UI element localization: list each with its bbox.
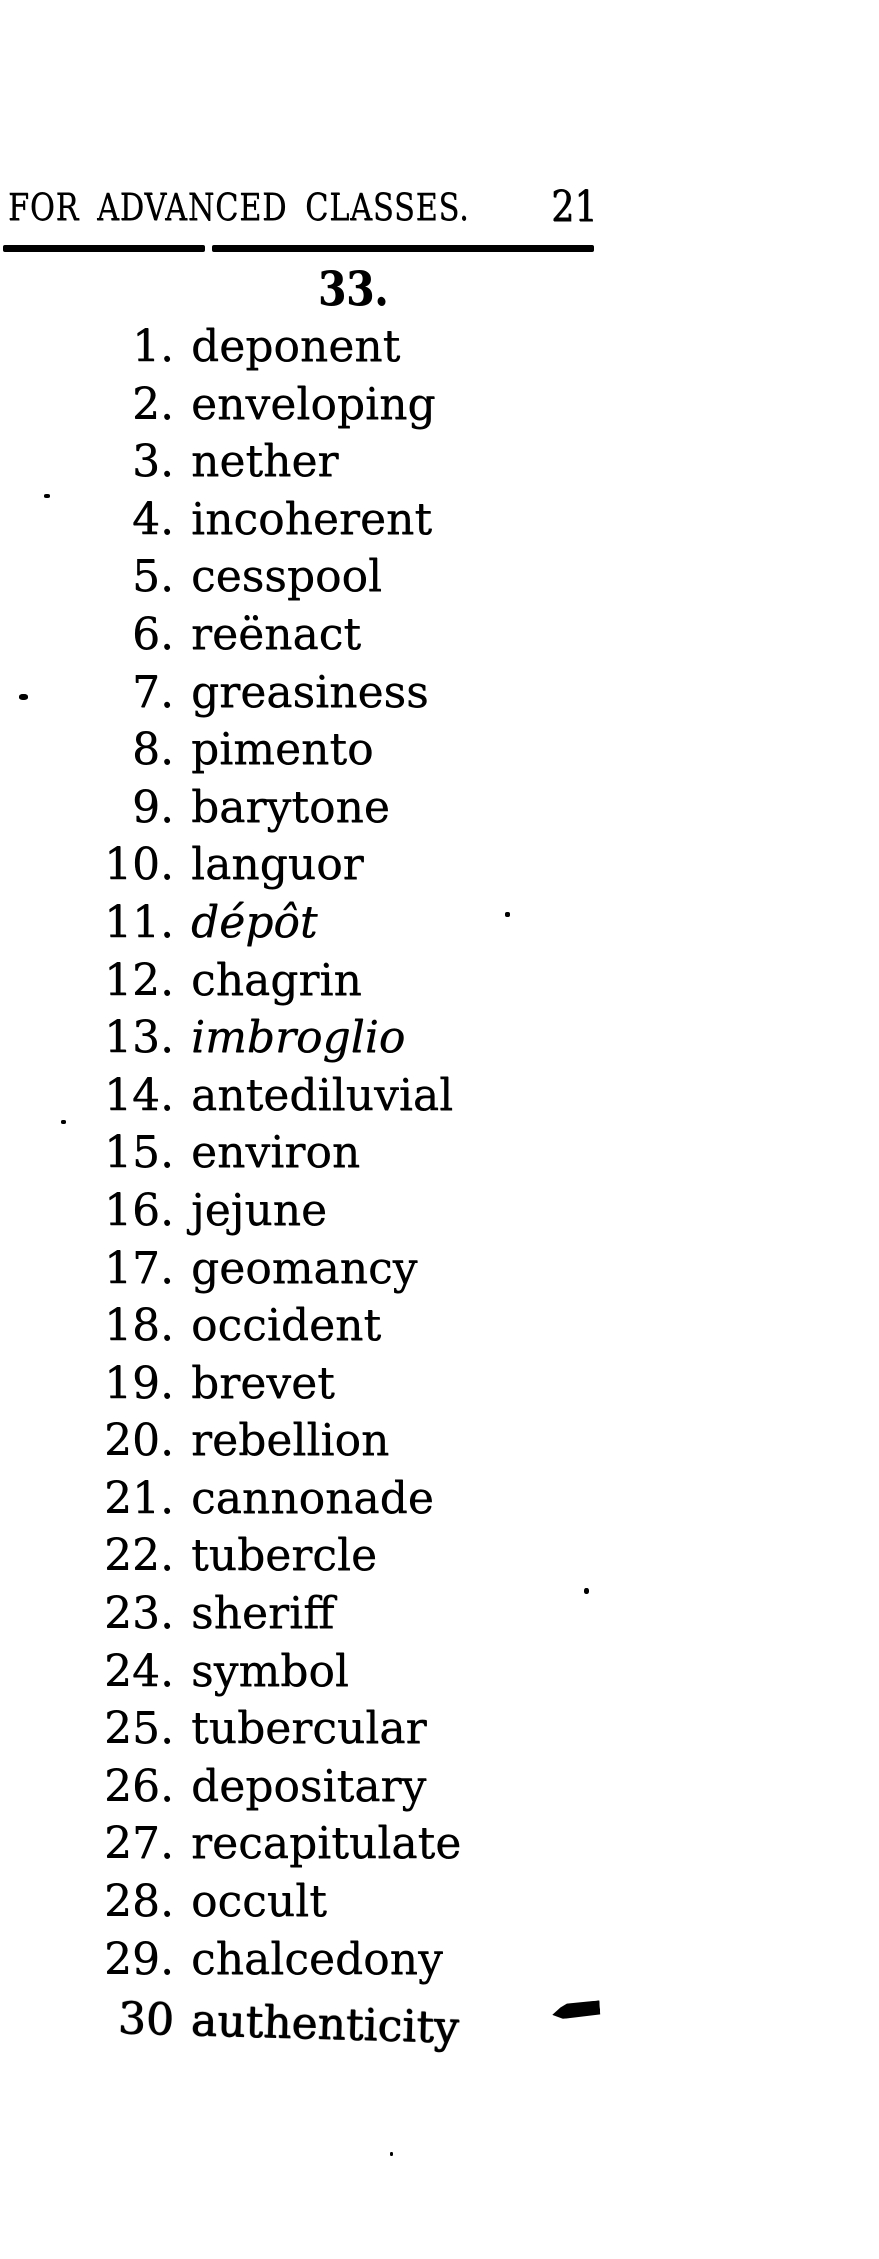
header-rule-left bbox=[3, 245, 205, 252]
item-word: occident bbox=[191, 1300, 382, 1352]
list-item bbox=[0, 548, 680, 606]
list-item bbox=[0, 721, 680, 779]
item-number: 9. bbox=[132, 781, 174, 833]
item-number: 15. bbox=[104, 1127, 174, 1179]
item-number: 16. bbox=[104, 1184, 174, 1236]
item-word: antediluvial bbox=[191, 1069, 454, 1121]
item-number: 2. bbox=[132, 378, 174, 430]
list-item bbox=[0, 1585, 680, 1643]
list-item bbox=[0, 1412, 680, 1470]
item-word: depositary bbox=[191, 1760, 427, 1812]
list-item bbox=[0, 836, 680, 894]
list-item bbox=[0, 1815, 680, 1873]
ink-speck bbox=[61, 1120, 66, 1124]
item-number: 18. bbox=[104, 1300, 174, 1352]
list-item bbox=[0, 779, 680, 837]
item-number: 11. bbox=[104, 896, 174, 948]
item-word: imbroglio bbox=[191, 1012, 406, 1064]
item-word: symbol bbox=[191, 1645, 349, 1697]
page-number: 21 bbox=[551, 182, 598, 232]
list-item bbox=[0, 1067, 680, 1125]
list-item bbox=[0, 894, 680, 952]
item-number: 13. bbox=[104, 1012, 174, 1064]
ink-speck bbox=[44, 494, 50, 498]
item-number: 12. bbox=[104, 954, 174, 1006]
list-item bbox=[0, 1758, 680, 1816]
item-number: 28. bbox=[104, 1876, 174, 1928]
list-item bbox=[0, 1931, 680, 1989]
item-word: rebellion bbox=[191, 1415, 390, 1467]
item-word: reënact bbox=[191, 608, 362, 660]
list-item bbox=[0, 1987, 681, 2064]
item-number: 10. bbox=[104, 839, 174, 891]
item-number: 5. bbox=[132, 551, 174, 603]
item-word: cannonade bbox=[191, 1472, 434, 1524]
item-number: 3. bbox=[132, 436, 174, 488]
running-title: FOR ADVANCED CLASSES. bbox=[8, 186, 470, 229]
item-word: dépôt bbox=[191, 896, 318, 948]
item-word: tubercle bbox=[191, 1530, 378, 1582]
ink-speck bbox=[390, 2152, 393, 2156]
list-item bbox=[0, 1297, 680, 1355]
list-item bbox=[0, 664, 680, 722]
list-item bbox=[0, 376, 680, 434]
section-number: 33. bbox=[318, 262, 389, 317]
item-word: nether bbox=[191, 436, 339, 488]
list-item bbox=[0, 318, 680, 376]
list-item bbox=[0, 433, 680, 491]
item-number: 24. bbox=[104, 1645, 174, 1697]
list-item bbox=[0, 1873, 680, 1931]
list-item bbox=[0, 1355, 680, 1413]
item-number: 21. bbox=[104, 1472, 174, 1524]
list-item bbox=[0, 1470, 680, 1528]
list-item bbox=[0, 1527, 680, 1585]
item-word: pimento bbox=[191, 724, 374, 776]
item-number: 1. bbox=[132, 321, 174, 372]
item-number: 25. bbox=[104, 1703, 174, 1755]
item-word: jejune bbox=[191, 1184, 328, 1236]
list-item bbox=[0, 1240, 680, 1298]
list-item bbox=[0, 1009, 680, 1067]
item-number: 20. bbox=[104, 1415, 174, 1467]
item-number: 17. bbox=[104, 1242, 174, 1294]
list-item bbox=[0, 1182, 680, 1240]
item-number: 7. bbox=[132, 666, 174, 718]
item-number: 22. bbox=[104, 1530, 174, 1582]
list-item bbox=[0, 1124, 680, 1182]
item-word: tubercular bbox=[191, 1703, 427, 1755]
list-item bbox=[0, 606, 680, 664]
item-number: 8. bbox=[132, 724, 174, 776]
item-number: 29. bbox=[104, 1933, 174, 1985]
list-item bbox=[0, 1700, 680, 1758]
ink-speck bbox=[505, 912, 510, 917]
item-word: languor bbox=[191, 839, 364, 891]
item-word: chalcedony bbox=[191, 1933, 443, 1985]
item-number: 4. bbox=[132, 493, 174, 545]
item-word: brevet bbox=[191, 1357, 335, 1409]
item-number: 26. bbox=[104, 1760, 174, 1812]
item-word: environ bbox=[191, 1127, 361, 1179]
item-word: sheriff bbox=[191, 1588, 335, 1640]
item-word: greasiness bbox=[191, 666, 429, 718]
list-item bbox=[0, 1643, 680, 1701]
ink-speck bbox=[584, 1588, 589, 1594]
item-number: 19. bbox=[104, 1357, 174, 1409]
item-word: incoherent bbox=[191, 493, 433, 545]
item-word: enveloping bbox=[191, 378, 436, 430]
item-word: barytone bbox=[191, 781, 390, 833]
list-item bbox=[0, 952, 680, 1010]
item-word: chagrin bbox=[191, 954, 362, 1006]
item-word: occult bbox=[191, 1876, 327, 1928]
item-number: 27. bbox=[104, 1818, 174, 1870]
header-rule-right bbox=[212, 245, 594, 252]
item-word: cesspool bbox=[191, 551, 383, 603]
item-word: authenticity bbox=[190, 1995, 460, 2054]
item-number: 30 bbox=[117, 1993, 175, 2046]
item-word: deponent bbox=[191, 321, 401, 372]
item-number: 6. bbox=[132, 608, 174, 660]
item-word: recapitulate bbox=[191, 1818, 462, 1870]
item-number: 23. bbox=[104, 1588, 174, 1640]
item-number: 14. bbox=[104, 1069, 174, 1121]
item-word: geomancy bbox=[191, 1242, 418, 1294]
list-item bbox=[0, 491, 680, 549]
ink-speck bbox=[19, 694, 28, 700]
word-list bbox=[0, 318, 680, 2054]
